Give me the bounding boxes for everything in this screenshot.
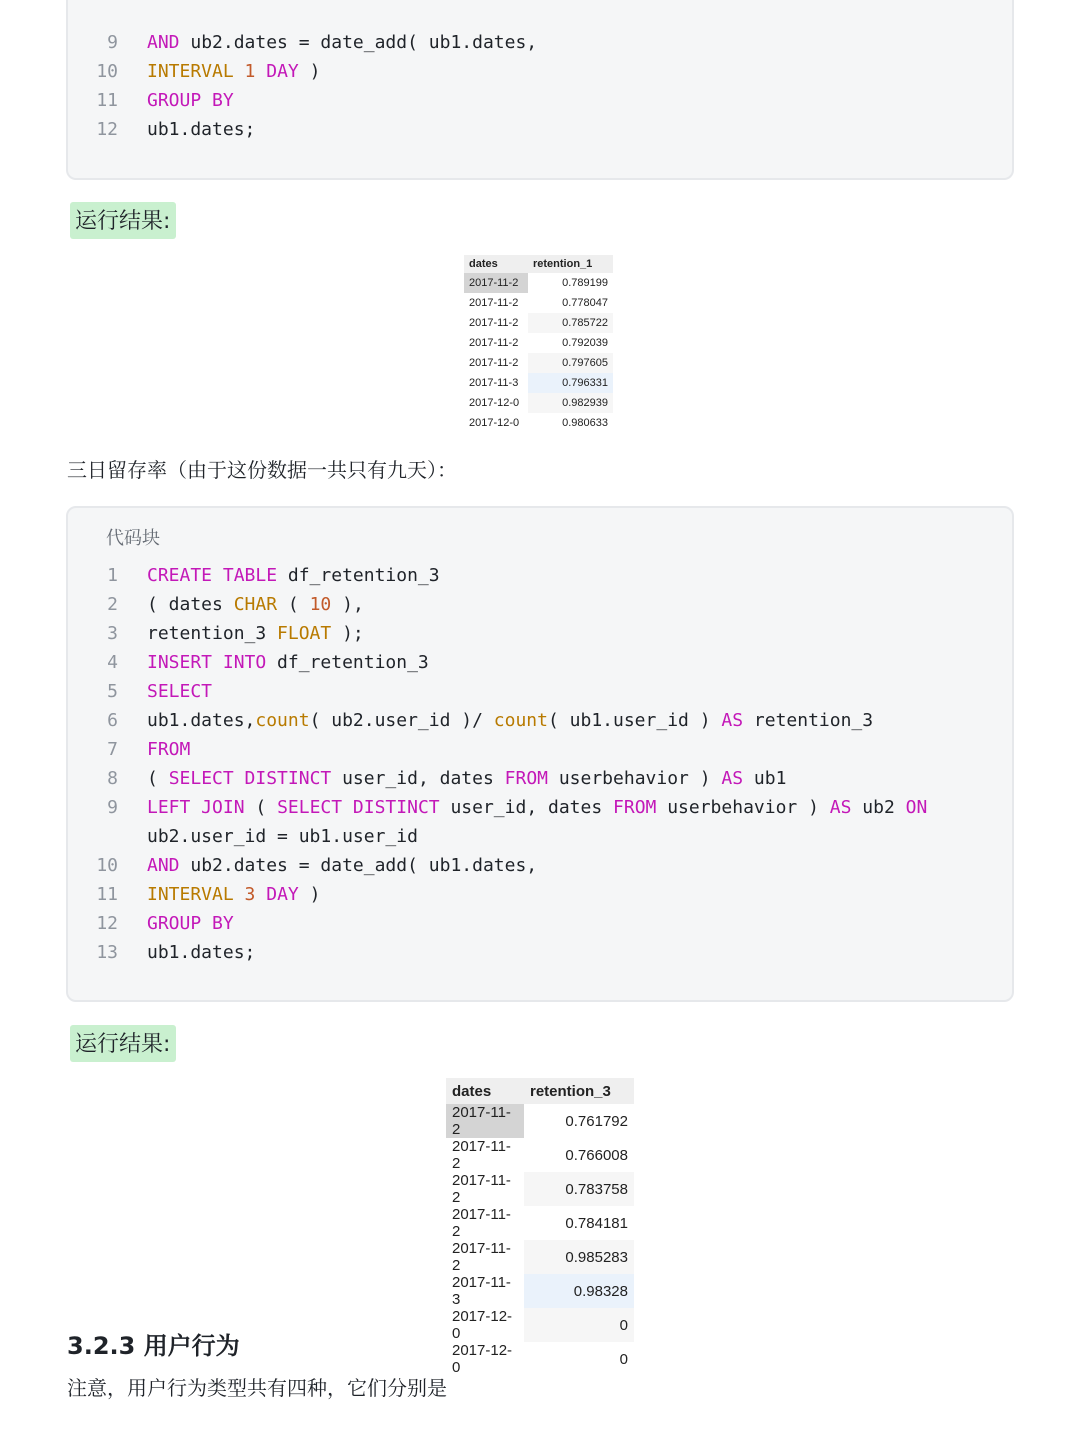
code-token: ub2.user_id = ub1.user_id: [147, 826, 418, 847]
code-line: [68, 561, 1012, 590]
table-cell: 2017-11-3: [446, 1274, 524, 1308]
code-token: ub1.dates,: [147, 710, 256, 731]
code-token: SELECT DISTINCT: [168, 768, 332, 789]
line-code: [147, 826, 418, 847]
code-token: DAY: [266, 61, 299, 82]
code-token: ON: [905, 797, 928, 818]
code-token: 1: [244, 61, 256, 82]
code-token: ub1.dates;: [147, 119, 256, 140]
line-code: [147, 768, 786, 789]
code-token: AS: [721, 710, 744, 731]
code-token: SELECT DISTINCT: [277, 797, 440, 818]
code-token: count: [493, 710, 548, 731]
table-row: [446, 1308, 634, 1342]
section-heading: 3.2.3 用户行为: [67, 1332, 240, 1360]
code-token: GROUP BY: [147, 913, 234, 934]
code-token: GROUP BY: [147, 90, 234, 111]
code-token: LEFT JOIN: [147, 797, 245, 818]
line-code: [147, 32, 537, 53]
table-row: [464, 393, 613, 413]
table-row: [446, 1274, 634, 1308]
table-cell: 0.785722: [528, 313, 613, 333]
table-row: [446, 1138, 634, 1172]
code-token: (: [244, 797, 278, 818]
table-row: [446, 1206, 634, 1240]
code-token: (: [147, 768, 169, 789]
code-token: ( ub2.user_id )/: [309, 710, 494, 731]
table-cell: 2017-11-2: [446, 1104, 524, 1138]
code-token: count: [255, 710, 310, 731]
code-line: [68, 822, 1012, 851]
code-token: [234, 884, 245, 905]
line-code: [147, 739, 190, 760]
table-cell: 0: [524, 1308, 634, 1342]
code-line: [68, 764, 1012, 793]
table-cell: 2017-11-2: [446, 1206, 524, 1240]
table-cell: 0.789199: [562, 277, 608, 289]
code-token: INTERVAL: [147, 884, 234, 905]
paragraph-retention-3: 三日留存率（由于这份数据一共只有九天）：: [67, 458, 457, 482]
table-cell: 0: [619, 1350, 628, 1368]
line-code: [147, 681, 212, 702]
table-cell: 0.796331: [528, 373, 613, 393]
line-number: 10: [96, 855, 118, 876]
table-row: [446, 1342, 634, 1376]
line-code: [147, 565, 440, 586]
code-token: ( dates: [147, 594, 234, 615]
code-lines: [68, 28, 1012, 144]
code-line: [68, 57, 1012, 86]
code-block-title: 代码块: [106, 528, 160, 549]
table-cell: 0.98328: [524, 1274, 634, 1308]
table-cell: 0.792039: [562, 337, 608, 349]
table-row: [464, 273, 613, 293]
table-cell: 0.985283: [524, 1240, 634, 1274]
code-token: userbehavior ): [656, 797, 830, 818]
table-row: [464, 313, 613, 333]
code-line: [68, 648, 1012, 677]
table-row: [446, 1240, 634, 1274]
code-line: [68, 115, 1012, 144]
code-token: CHAR: [233, 594, 278, 615]
table-row: [446, 1104, 634, 1138]
code-token: AS: [721, 768, 744, 789]
code-token: (: [277, 594, 310, 615]
line-number: 9: [107, 32, 118, 53]
table-cell: 2017-11-2: [464, 313, 528, 333]
line-code: [147, 119, 255, 140]
code-token: ub2.dates = date_add( ub1.dates,: [179, 32, 538, 53]
line-number: 11: [96, 90, 118, 111]
line-number: 5: [107, 681, 118, 702]
table-header-row: [446, 1078, 634, 1104]
line-code: [147, 797, 927, 818]
code-token: ub1: [743, 768, 787, 789]
code-token: 3: [244, 884, 256, 905]
line-code: [147, 90, 234, 111]
line-number: 10: [96, 61, 118, 82]
column-header: retention_3: [524, 1078, 634, 1104]
code-line: [68, 735, 1012, 764]
code-token: ),: [331, 594, 364, 615]
table-cell: 0.980633: [562, 417, 608, 429]
code-block-retention-1: [66, 0, 1014, 180]
code-token: [234, 61, 245, 82]
line-code: [147, 652, 429, 673]
code-token: FLOAT: [277, 623, 332, 644]
code-line: [68, 880, 1012, 909]
code-line: [68, 28, 1012, 57]
code-line: [68, 851, 1012, 880]
code-lines: [68, 561, 1012, 967]
code-line: [68, 677, 1012, 706]
table-cell: 2017-11-2: [446, 1240, 524, 1274]
table-cell: 2017-11-2: [464, 273, 528, 293]
result-label: 运行结果:: [70, 202, 176, 239]
code-token: SELECT: [147, 681, 213, 702]
table-cell: 2017-11-3: [464, 373, 528, 393]
code-token: DAY: [266, 884, 299, 905]
table-row: [464, 373, 613, 393]
paragraph-note: 注意，用户行为类型共有四种，它们分别是: [67, 1376, 447, 1400]
line-number: 6: [107, 710, 118, 731]
column-header: dates: [446, 1078, 524, 1104]
code-line: [68, 619, 1012, 648]
line-code: [147, 61, 320, 82]
code-token: [255, 61, 266, 82]
column-header: dates: [464, 255, 528, 273]
table-cell: 2017-11-2: [446, 1138, 524, 1172]
table-cell: 0.797605: [528, 353, 613, 373]
code-token: );: [331, 623, 364, 644]
line-number: 12: [96, 913, 118, 934]
line-code: [147, 710, 873, 731]
code-line: [68, 909, 1012, 938]
line-number: 12: [96, 119, 118, 140]
code-token: ): [298, 884, 321, 905]
table-cell: 0.783758: [524, 1172, 634, 1206]
code-token: [255, 884, 266, 905]
code-token: AND: [147, 32, 180, 53]
code-token: ub2.dates = date_add( ub1.dates,: [179, 855, 538, 876]
line-number: 8: [107, 768, 118, 789]
table-cell: 2017-11-2: [464, 293, 528, 313]
code-token: FROM: [613, 797, 657, 818]
table-cell: 2017-11-2: [464, 353, 528, 373]
line-number: 7: [107, 739, 118, 760]
code-token: user_id, dates: [331, 768, 505, 789]
table-row: [446, 1172, 634, 1206]
table-cell: 2017-11-2: [446, 1172, 524, 1206]
code-token: INSERT INTO: [147, 652, 267, 673]
code-token: CREATE TABLE: [147, 565, 278, 586]
line-code: [147, 594, 364, 615]
table-cell: 2017-12-0: [464, 393, 528, 413]
code-token: ( ub1.user_id ): [547, 710, 722, 731]
code-line: [68, 793, 1012, 822]
result-label: 运行结果:: [70, 1025, 176, 1062]
table-cell: 2017-12-0: [446, 1308, 524, 1342]
table-cell: 0.778047: [562, 297, 608, 309]
line-code: [147, 623, 364, 644]
code-block-retention-3: [66, 506, 1014, 1002]
table-header-row: [464, 255, 613, 273]
line-code: [147, 884, 320, 905]
code-token: user_id, dates: [439, 797, 614, 818]
code-token: AND: [147, 855, 180, 876]
code-line: [68, 938, 1012, 967]
code-line: [68, 706, 1012, 735]
table-cell: 0.761792: [565, 1112, 628, 1130]
table-cell: 0.982939: [528, 393, 613, 413]
table-row: [464, 413, 613, 433]
code-token: FROM: [504, 768, 548, 789]
code-token: ): [298, 61, 321, 82]
line-code: [147, 942, 255, 963]
code-token: df_retention_3: [266, 652, 429, 673]
line-number: 11: [96, 884, 118, 905]
table-row: [464, 293, 613, 313]
table-cell: 2017-12-0: [446, 1342, 524, 1376]
column-header: retention_1: [528, 255, 613, 273]
table-cell: 2017-11-2: [464, 333, 528, 353]
code-token: retention_3: [147, 623, 278, 644]
code-token: INTERVAL: [147, 61, 234, 82]
result-table-retention-1: [464, 255, 613, 433]
line-number: 4: [107, 652, 118, 673]
line-code: [147, 913, 234, 934]
code-token: FROM: [147, 739, 191, 760]
table-cell: 0.766008: [565, 1146, 628, 1164]
line-number: 9: [107, 797, 118, 818]
line-number: 1: [107, 565, 118, 586]
table-row: [464, 333, 613, 353]
code-token: ub2: [851, 797, 906, 818]
table-cell: 2017-12-0: [464, 413, 528, 433]
code-token: 10: [309, 594, 332, 615]
code-line: [68, 590, 1012, 619]
code-token: AS: [829, 797, 852, 818]
line-number: 13: [96, 942, 118, 963]
code-token: userbehavior ): [548, 768, 722, 789]
code-token: retention_3: [743, 710, 874, 731]
line-number: 3: [107, 623, 118, 644]
code-token: ub1.dates;: [147, 942, 256, 963]
result-table-retention-3: [446, 1078, 634, 1376]
table-row: [464, 353, 613, 373]
line-number: 2: [107, 594, 118, 615]
code-token: df_retention_3: [277, 565, 440, 586]
line-code: [147, 855, 537, 876]
table-cell: 0.784181: [565, 1214, 628, 1232]
code-line: [68, 86, 1012, 115]
